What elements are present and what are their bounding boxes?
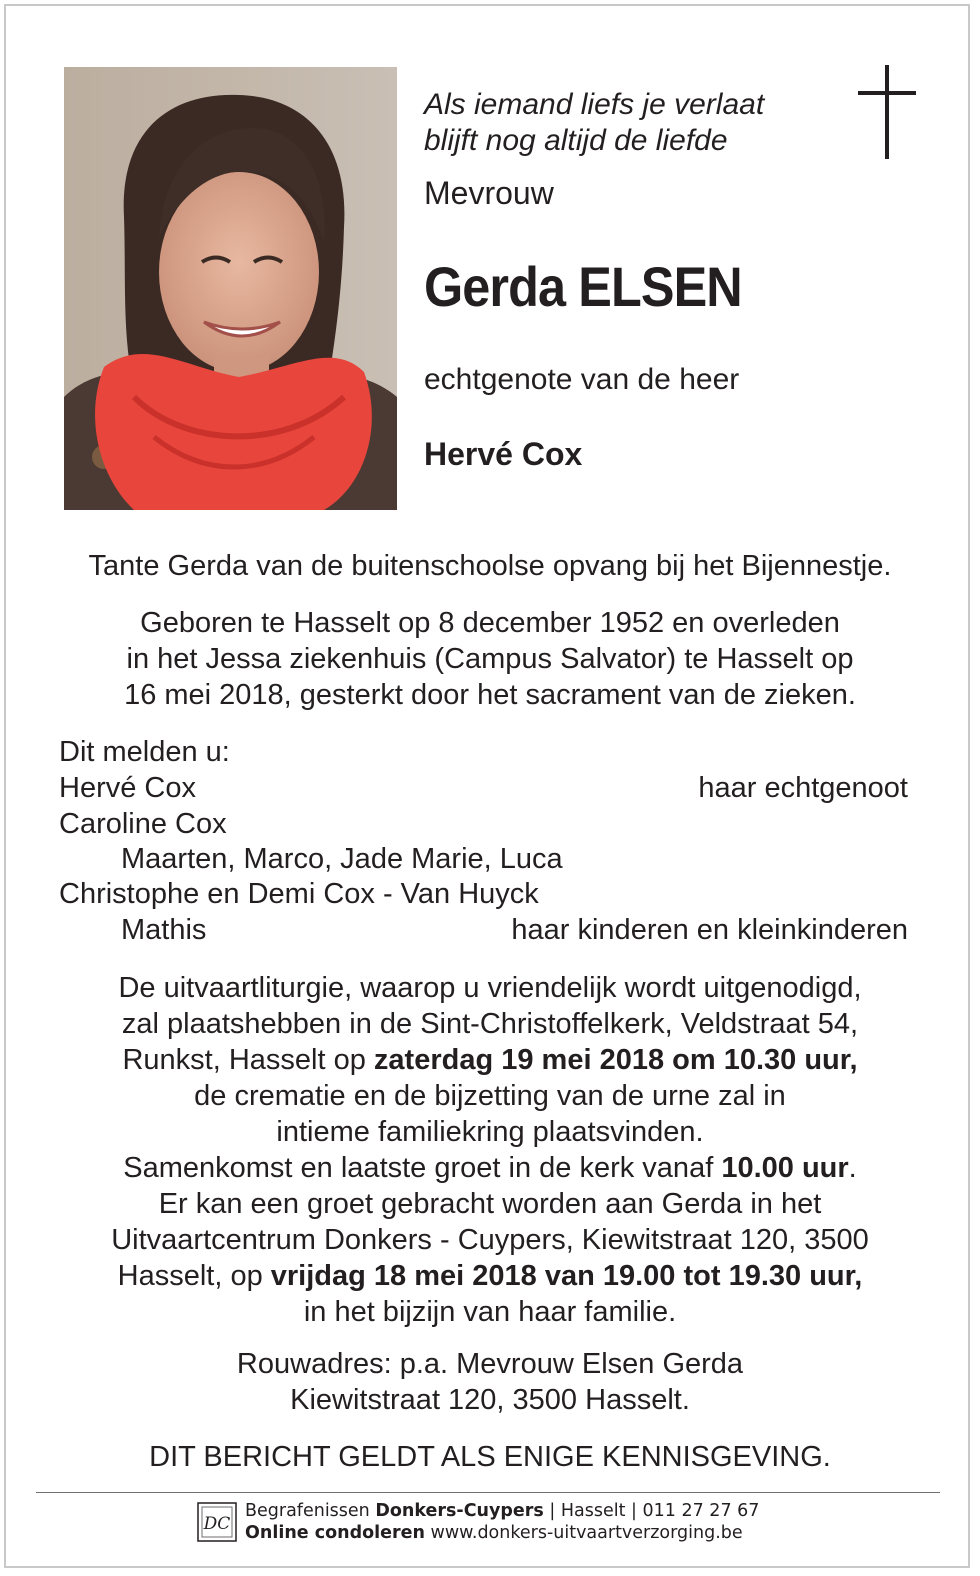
funeral-line: [40, 1258, 940, 1294]
visitation-date: vrijdag 18 mei 2018 van 19.00 tot 19.30 uur,: [270, 1260, 863, 1292]
poem-line: blijft nog altijd de liefde: [424, 124, 728, 157]
relative-name: Christophe en Demi Cox - Van Huyck: [59, 878, 539, 910]
website-link[interactable]: www.donkers-uitvaartverzorging.be: [424, 1523, 743, 1543]
footer-text: | Hasselt | 011 27 27 67: [543, 1501, 760, 1521]
relative-row: [59, 841, 908, 877]
gathering-time: 10.00 uur: [721, 1152, 849, 1184]
address-line: Rouwadres: p.a. Mevrouw Elsen Gerda: [236, 1348, 744, 1380]
spouse-name: Hervé Cox: [424, 436, 583, 472]
birth-line: Geboren te Hasselt op 8 december 1952 en overleden: [140, 607, 840, 639]
funeral-line: De uitvaartliturgie, waarop u vriendelijk wordt uitgenodigd,: [118, 972, 862, 1004]
birth-line: in het Jessa ziekenhuis (Campus Salvator) te Hasselt op: [126, 643, 854, 675]
funeral-line: intieme familiekring plaatsvinden.: [276, 1116, 704, 1148]
footer-line: [245, 1522, 759, 1544]
latin-cross-icon: [858, 65, 916, 159]
funeral-line: Er kan een groet gebracht worden aan Gerda in het: [158, 1188, 822, 1220]
footer-line: [245, 1500, 759, 1522]
birth-death-text: [40, 605, 940, 713]
funeral-date: zaterdag 19 mei 2018 om 10.30 uur,: [373, 1044, 858, 1076]
portrait-photo: [64, 67, 397, 510]
funeral-home-logo: [197, 1502, 237, 1542]
footer: [245, 1500, 759, 1544]
funeral-line: Uitvaartcentrum Donkers - Cuypers, Kiewitstraat 120, 3500: [111, 1224, 869, 1256]
notice-text: DIT BERICHT GELDT ALS ENIGE KENNISGEVING.: [149, 1441, 831, 1473]
relative-name: Maarten, Marco, Jade Marie, Luca: [121, 843, 563, 875]
poem: [424, 87, 824, 159]
condolence-label: Online condoleren: [245, 1523, 425, 1543]
funeral-text: .: [848, 1152, 857, 1184]
poem-line: Als iemand liefs je verlaat: [424, 88, 765, 121]
relative-relation: haar kinderen en kleinkinderen: [511, 914, 908, 946]
address-line: Kiewitstraat 120, 3500 Hasselt.: [290, 1384, 690, 1416]
deceased-name: Gerda ELSEN: [424, 255, 742, 318]
funeral-line: [40, 1150, 940, 1186]
funeral-text: Hasselt, op: [117, 1260, 271, 1292]
relation-text: echtgenote van de heer: [424, 363, 740, 396]
relative-name: Caroline Cox: [59, 808, 227, 840]
funeral-line: zal plaatshebben in de Sint-Christoffelkerk, Veldstraat 54,: [121, 1008, 859, 1040]
relative-row: [59, 806, 908, 842]
announce-title: Dit melden u:: [59, 736, 230, 768]
mourning-address: [40, 1346, 940, 1418]
funeral-line: de crematie en de bijzetting van de urne zal in: [194, 1080, 786, 1112]
birth-line: 16 mei 2018, gesterkt door het sacrament van de zieken.: [124, 679, 856, 711]
funeral-text: Runkst, Hasselt op: [122, 1044, 374, 1076]
relative-row: [59, 912, 908, 948]
funeral-details: [40, 970, 940, 1330]
footer-text: Begrafenissen: [245, 1501, 376, 1521]
intro-text: Tante Gerda van de buitenschoolse opvang bij het Bijennestje.: [88, 550, 892, 582]
relative-name: Mathis: [121, 914, 207, 946]
honorific: Mevrouw: [424, 175, 554, 211]
footer-divider: [36, 1492, 940, 1493]
funeral-line: in het bijzijn van haar familie.: [303, 1296, 677, 1328]
funeral-text: Samenkomst en laatste groet in de kerk vanaf: [123, 1152, 722, 1184]
funeral-line: [40, 1042, 940, 1078]
relative-row: [59, 876, 908, 912]
relative-row: [59, 770, 908, 806]
relative-name: Hervé Cox: [59, 772, 196, 804]
relative-relation: haar echtgenoot: [698, 772, 908, 804]
logo-letters: DC: [203, 1514, 231, 1534]
company-name: Donkers-Cuypers: [375, 1501, 544, 1521]
